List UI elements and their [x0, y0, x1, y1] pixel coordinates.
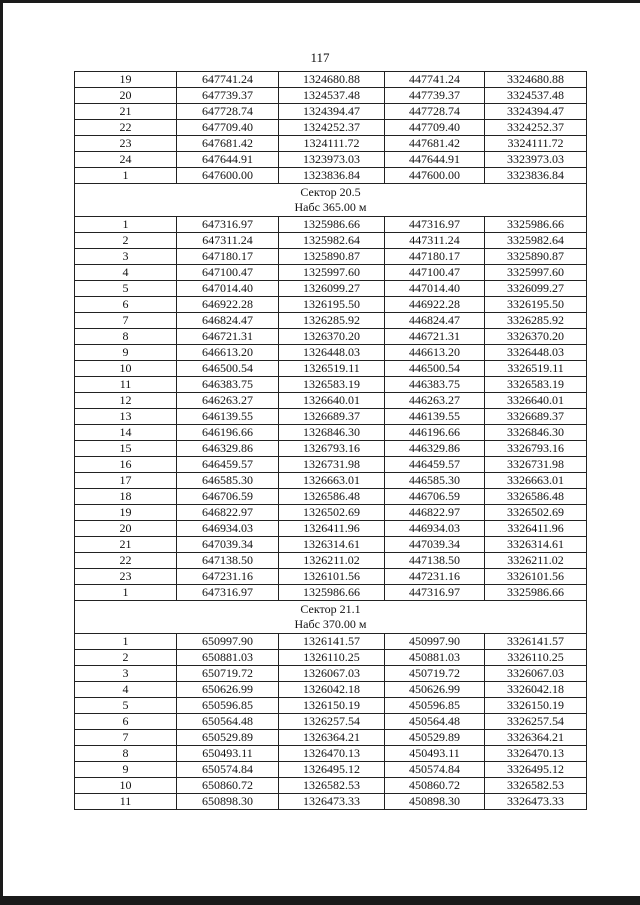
x1-cell: 647100.47 [177, 265, 279, 281]
y2-cell: 3326519.11 [485, 361, 587, 377]
x2-cell: 447600.00 [385, 168, 485, 184]
y1-cell: 1325997.60 [279, 265, 385, 281]
y1-cell: 1326495.12 [279, 762, 385, 778]
x1-cell: 646721.31 [177, 329, 279, 345]
table-row [75, 249, 587, 265]
x1-cell: 647739.37 [177, 88, 279, 104]
x2-cell: 447231.16 [385, 569, 485, 585]
x2-cell: 447681.42 [385, 136, 485, 152]
x2-cell: 450898.30 [385, 794, 485, 810]
point-number-cell: 6 [75, 297, 177, 313]
y1-cell: 1326846.30 [279, 425, 385, 441]
table-row [75, 457, 587, 473]
table-row [75, 682, 587, 698]
table-row [75, 762, 587, 778]
x2-cell: 446721.31 [385, 329, 485, 345]
y2-cell: 3326150.19 [485, 698, 587, 714]
y2-cell: 3326314.61 [485, 537, 587, 553]
y2-cell: 3326370.20 [485, 329, 587, 345]
point-number-cell: 18 [75, 489, 177, 505]
y1-cell: 1324252.37 [279, 120, 385, 136]
table-row [75, 329, 587, 345]
x1-cell: 646706.59 [177, 489, 279, 505]
y2-cell: 3326689.37 [485, 409, 587, 425]
y2-cell: 3326502.69 [485, 505, 587, 521]
scan-edge-top [0, 0, 640, 3]
table-row [75, 377, 587, 393]
y2-cell: 3326110.25 [485, 650, 587, 666]
table-row [75, 297, 587, 313]
x2-cell: 446459.57 [385, 457, 485, 473]
coordinates-table [74, 71, 587, 810]
x1-cell: 650898.30 [177, 794, 279, 810]
table-row [75, 505, 587, 521]
table-row [75, 730, 587, 746]
x2-cell: 447100.47 [385, 265, 485, 281]
x2-cell: 447316.97 [385, 585, 485, 601]
x1-cell: 646329.86 [177, 441, 279, 457]
y1-cell: 1324111.72 [279, 136, 385, 152]
point-number-cell: 9 [75, 762, 177, 778]
x1-cell: 650719.72 [177, 666, 279, 682]
x2-cell: 447741.24 [385, 72, 485, 88]
x1-cell: 646500.54 [177, 361, 279, 377]
table-row [75, 650, 587, 666]
x2-cell: 446263.27 [385, 393, 485, 409]
point-number-cell: 1 [75, 168, 177, 184]
x1-cell: 650529.89 [177, 730, 279, 746]
x2-cell: 446585.30 [385, 473, 485, 489]
table-row [75, 409, 587, 425]
y2-cell: 3326663.01 [485, 473, 587, 489]
point-number-cell: 16 [75, 457, 177, 473]
sector-title: Сектор 21.1 [300, 602, 361, 616]
y2-cell: 3326141.57 [485, 634, 587, 650]
x2-cell: 447728.74 [385, 104, 485, 120]
y2-cell: 3326583.19 [485, 377, 587, 393]
sector-height: Набс 370.00 м [294, 617, 367, 631]
x2-cell: 447316.97 [385, 217, 485, 233]
x2-cell: 450860.72 [385, 778, 485, 794]
y2-cell: 3324394.47 [485, 104, 587, 120]
point-number-cell: 5 [75, 281, 177, 297]
table-row [75, 72, 587, 88]
point-number-cell: 1 [75, 217, 177, 233]
x1-cell: 646196.66 [177, 425, 279, 441]
y1-cell: 1326314.61 [279, 537, 385, 553]
table-row [75, 698, 587, 714]
table-row [75, 281, 587, 297]
x1-cell: 647681.42 [177, 136, 279, 152]
sector-header [75, 184, 587, 217]
x2-cell: 447039.34 [385, 537, 485, 553]
y1-cell: 1324680.88 [279, 72, 385, 88]
x2-cell: 450529.89 [385, 730, 485, 746]
x1-cell: 647039.34 [177, 537, 279, 553]
x2-cell: 450719.72 [385, 666, 485, 682]
table-row [75, 489, 587, 505]
point-number-cell: 10 [75, 778, 177, 794]
x1-cell: 646934.03 [177, 521, 279, 537]
y2-cell: 3326411.96 [485, 521, 587, 537]
y1-cell: 1326257.54 [279, 714, 385, 730]
y1-cell: 1323973.03 [279, 152, 385, 168]
y1-cell: 1326640.01 [279, 393, 385, 409]
y1-cell: 1326731.98 [279, 457, 385, 473]
point-number-cell: 13 [75, 409, 177, 425]
point-number-cell: 7 [75, 313, 177, 329]
point-number-cell: 15 [75, 441, 177, 457]
point-number-cell: 9 [75, 345, 177, 361]
x1-cell: 650574.84 [177, 762, 279, 778]
point-number-cell: 8 [75, 746, 177, 762]
x2-cell: 446329.86 [385, 441, 485, 457]
y1-cell: 1326586.48 [279, 489, 385, 505]
x2-cell: 450626.99 [385, 682, 485, 698]
point-number-cell: 20 [75, 88, 177, 104]
y2-cell: 3323973.03 [485, 152, 587, 168]
y1-cell: 1326689.37 [279, 409, 385, 425]
y1-cell: 1325982.64 [279, 233, 385, 249]
point-number-cell: 4 [75, 265, 177, 281]
table-row [75, 345, 587, 361]
x2-cell: 446922.28 [385, 297, 485, 313]
point-number-cell: 23 [75, 136, 177, 152]
x2-cell: 447311.24 [385, 233, 485, 249]
y1-cell: 1324537.48 [279, 88, 385, 104]
x2-cell: 446500.54 [385, 361, 485, 377]
x1-cell: 650881.03 [177, 650, 279, 666]
x2-cell: 447180.17 [385, 249, 485, 265]
x1-cell: 647014.40 [177, 281, 279, 297]
table-row [75, 313, 587, 329]
y2-cell: 3326195.50 [485, 297, 587, 313]
x1-cell: 650626.99 [177, 682, 279, 698]
x1-cell: 646922.28 [177, 297, 279, 313]
y1-cell: 1326211.02 [279, 553, 385, 569]
y2-cell: 3324111.72 [485, 136, 587, 152]
x1-cell: 646585.30 [177, 473, 279, 489]
x2-cell: 446196.66 [385, 425, 485, 441]
x2-cell: 447014.40 [385, 281, 485, 297]
table-row [75, 361, 587, 377]
point-number-cell: 2 [75, 650, 177, 666]
y2-cell: 3325986.66 [485, 217, 587, 233]
table-row [75, 537, 587, 553]
x1-cell: 646139.55 [177, 409, 279, 425]
x2-cell: 450596.85 [385, 698, 485, 714]
table-row [75, 666, 587, 682]
y2-cell: 3326099.27 [485, 281, 587, 297]
y1-cell: 1326364.21 [279, 730, 385, 746]
y1-cell: 1326663.01 [279, 473, 385, 489]
x2-cell: 446613.20 [385, 345, 485, 361]
page-number: 117 [310, 50, 330, 65]
table-row [75, 441, 587, 457]
x1-cell: 646613.20 [177, 345, 279, 361]
y2-cell: 3326582.53 [485, 778, 587, 794]
point-number-cell: 20 [75, 521, 177, 537]
table-row [75, 553, 587, 569]
y2-cell: 3326067.03 [485, 666, 587, 682]
point-number-cell: 22 [75, 553, 177, 569]
y1-cell: 1323836.84 [279, 168, 385, 184]
x2-cell: 446824.47 [385, 313, 485, 329]
y2-cell: 3326731.98 [485, 457, 587, 473]
table-row [75, 794, 587, 810]
point-number-cell: 2 [75, 233, 177, 249]
table-row [75, 152, 587, 168]
y1-cell: 1326473.33 [279, 794, 385, 810]
table-row [75, 265, 587, 281]
x1-cell: 646383.75 [177, 377, 279, 393]
x1-cell: 647644.91 [177, 152, 279, 168]
y2-cell: 3326793.16 [485, 441, 587, 457]
y2-cell: 3325997.60 [485, 265, 587, 281]
point-number-cell: 3 [75, 666, 177, 682]
x2-cell: 446934.03 [385, 521, 485, 537]
x2-cell: 450881.03 [385, 650, 485, 666]
table-row [75, 233, 587, 249]
x1-cell: 650596.85 [177, 698, 279, 714]
x2-cell: 447138.50 [385, 553, 485, 569]
x1-cell: 647728.74 [177, 104, 279, 120]
point-number-cell: 3 [75, 249, 177, 265]
y1-cell: 1326195.50 [279, 297, 385, 313]
point-number-cell: 12 [75, 393, 177, 409]
table-row [75, 217, 587, 233]
y1-cell: 1326582.53 [279, 778, 385, 794]
y1-cell: 1326470.13 [279, 746, 385, 762]
y1-cell: 1325890.87 [279, 249, 385, 265]
y1-cell: 1326370.20 [279, 329, 385, 345]
x1-cell: 650860.72 [177, 778, 279, 794]
y2-cell: 3326364.21 [485, 730, 587, 746]
x1-cell: 650493.11 [177, 746, 279, 762]
y1-cell: 1326110.25 [279, 650, 385, 666]
y2-cell: 3326101.56 [485, 569, 587, 585]
y2-cell: 3325890.87 [485, 249, 587, 265]
point-number-cell: 1 [75, 585, 177, 601]
point-number-cell: 5 [75, 698, 177, 714]
table-row [75, 569, 587, 585]
point-number-cell: 19 [75, 72, 177, 88]
scan-edge-bottom [0, 896, 640, 905]
y1-cell: 1326285.92 [279, 313, 385, 329]
sector-title: Сектор 20.5 [300, 185, 361, 199]
sector-header [75, 601, 587, 634]
y2-cell: 3326448.03 [485, 345, 587, 361]
point-number-cell: 10 [75, 361, 177, 377]
y2-cell: 3325982.64 [485, 233, 587, 249]
point-number-cell: 14 [75, 425, 177, 441]
point-number-cell: 7 [75, 730, 177, 746]
y1-cell: 1326411.96 [279, 521, 385, 537]
y2-cell: 3325986.66 [485, 585, 587, 601]
x1-cell: 647316.97 [177, 585, 279, 601]
y1-cell: 1326067.03 [279, 666, 385, 682]
x2-cell: 450564.48 [385, 714, 485, 730]
table-row [75, 104, 587, 120]
y1-cell: 1326448.03 [279, 345, 385, 361]
y1-cell: 1325986.66 [279, 585, 385, 601]
y1-cell: 1326502.69 [279, 505, 385, 521]
x2-cell: 447709.40 [385, 120, 485, 136]
y1-cell: 1324394.47 [279, 104, 385, 120]
point-number-cell: 17 [75, 473, 177, 489]
x2-cell: 450493.11 [385, 746, 485, 762]
y2-cell: 3324252.37 [485, 120, 587, 136]
x1-cell: 647231.16 [177, 569, 279, 585]
point-number-cell: 1 [75, 634, 177, 650]
x1-cell: 647316.97 [177, 217, 279, 233]
table-row [75, 778, 587, 794]
x1-cell: 647600.00 [177, 168, 279, 184]
point-number-cell: 11 [75, 377, 177, 393]
x1-cell: 647311.24 [177, 233, 279, 249]
y1-cell: 1326150.19 [279, 698, 385, 714]
y2-cell: 3323836.84 [485, 168, 587, 184]
x2-cell: 446383.75 [385, 377, 485, 393]
x1-cell: 650997.90 [177, 634, 279, 650]
y1-cell: 1326099.27 [279, 281, 385, 297]
x2-cell: 450574.84 [385, 762, 485, 778]
y2-cell: 3326586.48 [485, 489, 587, 505]
x1-cell: 647741.24 [177, 72, 279, 88]
y2-cell: 3326285.92 [485, 313, 587, 329]
point-number-cell: 21 [75, 537, 177, 553]
y2-cell: 3324537.48 [485, 88, 587, 104]
y2-cell: 3326211.02 [485, 553, 587, 569]
table-row [75, 585, 587, 601]
y2-cell: 3326257.54 [485, 714, 587, 730]
y2-cell: 3326473.33 [485, 794, 587, 810]
y2-cell: 3326846.30 [485, 425, 587, 441]
y1-cell: 1326101.56 [279, 569, 385, 585]
y2-cell: 3326042.18 [485, 682, 587, 698]
point-number-cell: 11 [75, 794, 177, 810]
table-row [75, 393, 587, 409]
x2-cell: 447644.91 [385, 152, 485, 168]
scan-edge-left [0, 0, 3, 905]
y1-cell: 1326583.19 [279, 377, 385, 393]
y2-cell: 3326495.12 [485, 762, 587, 778]
x1-cell: 646263.27 [177, 393, 279, 409]
table-row [75, 521, 587, 537]
table-row [75, 746, 587, 762]
x1-cell: 646459.57 [177, 457, 279, 473]
x1-cell: 647138.50 [177, 553, 279, 569]
y1-cell: 1326141.57 [279, 634, 385, 650]
y1-cell: 1326793.16 [279, 441, 385, 457]
table-row [75, 714, 587, 730]
point-number-cell: 8 [75, 329, 177, 345]
point-number-cell: 4 [75, 682, 177, 698]
point-number-cell: 19 [75, 505, 177, 521]
table-row [75, 136, 587, 152]
x2-cell: 447739.37 [385, 88, 485, 104]
point-number-cell: 23 [75, 569, 177, 585]
y2-cell: 3326640.01 [485, 393, 587, 409]
table-row [75, 473, 587, 489]
y1-cell: 1325986.66 [279, 217, 385, 233]
y2-cell: 3324680.88 [485, 72, 587, 88]
x1-cell: 646824.47 [177, 313, 279, 329]
point-number-cell: 24 [75, 152, 177, 168]
x1-cell: 647180.17 [177, 249, 279, 265]
y1-cell: 1326519.11 [279, 361, 385, 377]
x1-cell: 647709.40 [177, 120, 279, 136]
sector-header-row [75, 184, 587, 217]
x1-cell: 646822.97 [177, 505, 279, 521]
table-row [75, 425, 587, 441]
sector-height: Набс 365.00 м [294, 200, 367, 214]
x1-cell: 650564.48 [177, 714, 279, 730]
x2-cell: 446822.97 [385, 505, 485, 521]
table-row [75, 120, 587, 136]
x2-cell: 446139.55 [385, 409, 485, 425]
x2-cell: 450997.90 [385, 634, 485, 650]
x2-cell: 446706.59 [385, 489, 485, 505]
point-number-cell: 21 [75, 104, 177, 120]
point-number-cell: 6 [75, 714, 177, 730]
point-number-cell: 22 [75, 120, 177, 136]
sector-header-row [75, 601, 587, 634]
y2-cell: 3326470.13 [485, 746, 587, 762]
table-row [75, 168, 587, 184]
coordinates-table-body [75, 72, 587, 810]
y1-cell: 1326042.18 [279, 682, 385, 698]
table-row [75, 634, 587, 650]
table-row [75, 88, 587, 104]
